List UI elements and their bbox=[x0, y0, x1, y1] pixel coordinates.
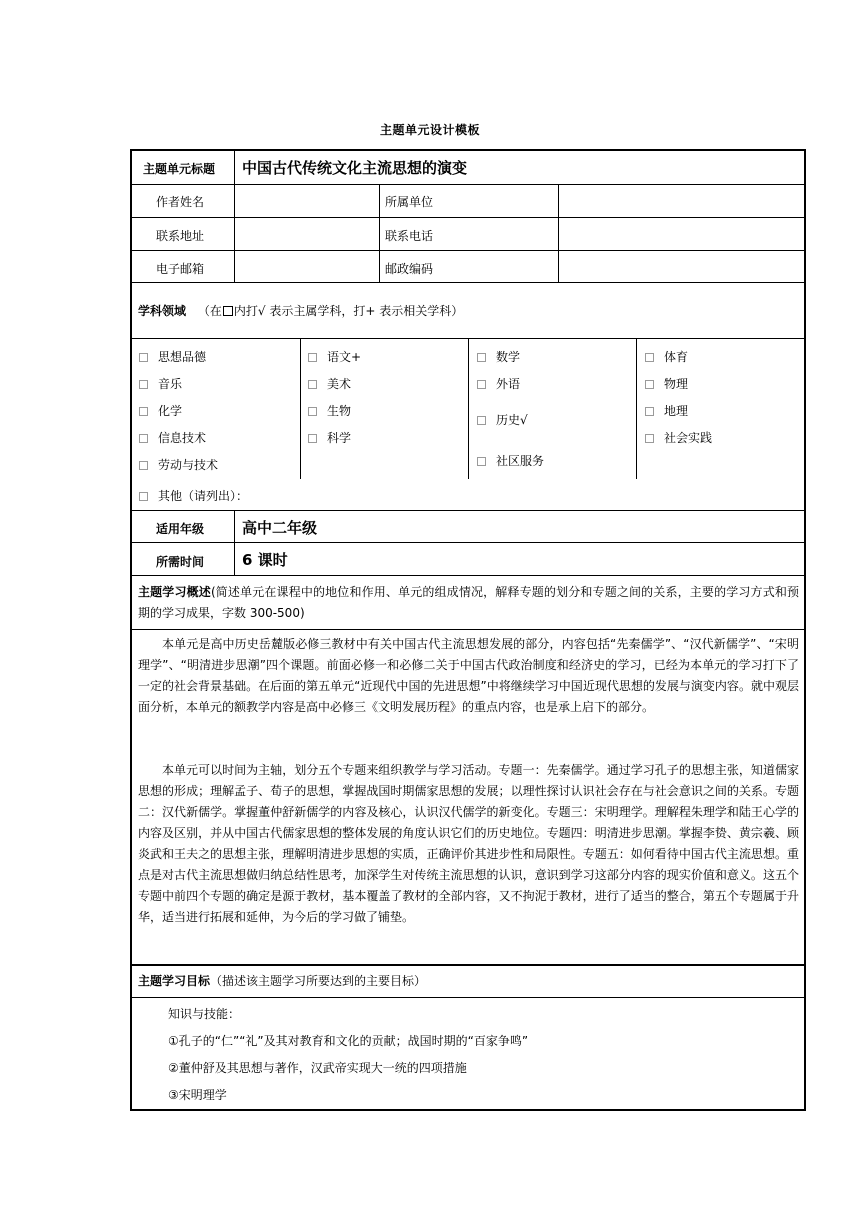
time-label: 所需时间 bbox=[156, 555, 205, 569]
checkbox-icon[interactable] bbox=[477, 380, 486, 389]
checkbox-icon[interactable] bbox=[308, 407, 317, 416]
checkbox-icon[interactable] bbox=[645, 353, 654, 362]
row-divider bbox=[130, 184, 806, 185]
unit-title-value: 中国古代传统文化主流思想的演变 bbox=[242, 159, 468, 177]
column-divider bbox=[379, 184, 380, 282]
overview-hint: (简述单元在课程中的地位和作用、单元的组成情况，解释专题的划分和专题之间的关系，主要的学习方式和预期的学习成果，字数 300-500) bbox=[138, 585, 799, 620]
checkbox-icon[interactable] bbox=[139, 461, 148, 470]
checkbox-icon[interactable] bbox=[645, 380, 654, 389]
row-divider bbox=[130, 282, 806, 283]
subject-item[interactable]: 劳动与技术 bbox=[139, 458, 218, 472]
author-label: 作者姓名 bbox=[156, 195, 205, 209]
objective-line: 知识与技能： bbox=[168, 1007, 241, 1021]
subject-item[interactable]: 化学 bbox=[139, 404, 182, 418]
objectives-hint: （描述该主题学习所要达到的主要目标） bbox=[210, 974, 427, 988]
subject-column-divider bbox=[300, 338, 301, 479]
subject-item[interactable]: 思想品德 bbox=[139, 350, 206, 364]
checkbox-icon[interactable] bbox=[308, 434, 317, 443]
checkbox-icon[interactable] bbox=[477, 353, 486, 362]
checkbox-icon[interactable] bbox=[139, 407, 148, 416]
time-value: 6 课时 bbox=[242, 551, 288, 569]
column-divider bbox=[234, 510, 235, 575]
row-divider bbox=[130, 629, 806, 630]
subject-item[interactable]: 体育 bbox=[645, 350, 688, 364]
row-divider bbox=[130, 542, 806, 543]
subject-item[interactable]: 音乐 bbox=[139, 377, 182, 391]
postal-label: 邮政编码 bbox=[385, 262, 434, 276]
subject-column-divider bbox=[468, 338, 469, 479]
row-divider bbox=[130, 510, 806, 511]
subject-item[interactable]: 美术 bbox=[308, 377, 351, 391]
phone-label: 联系电话 bbox=[385, 229, 434, 243]
row-divider bbox=[130, 575, 806, 576]
objectives-heading: 主题学习目标 bbox=[138, 974, 211, 988]
column-divider bbox=[558, 184, 559, 282]
subject-item[interactable]: 物理 bbox=[645, 377, 688, 391]
subject-item[interactable]: 外语 bbox=[477, 377, 520, 391]
address-label: 联系地址 bbox=[156, 229, 205, 243]
objective-line: ③宋明理学 bbox=[168, 1088, 227, 1102]
checkbox-icon[interactable] bbox=[139, 492, 148, 501]
subject-item[interactable]: 科学 bbox=[308, 431, 351, 445]
checkbox-icon[interactable] bbox=[645, 407, 654, 416]
subject-item[interactable]: 地理 bbox=[645, 404, 688, 418]
overview-heading: 主题学习概述 bbox=[138, 585, 211, 599]
subject-item[interactable]: 生物 bbox=[308, 404, 351, 418]
document-title: 主题单元设计模板 bbox=[379, 123, 480, 137]
subject-heading: 学科领域 bbox=[138, 304, 187, 318]
checkbox-icon[interactable] bbox=[477, 457, 486, 466]
org-label: 所属单位 bbox=[385, 195, 434, 209]
subject-column-divider bbox=[636, 338, 637, 479]
checkbox-icon[interactable] bbox=[139, 353, 148, 362]
checkbox-icon[interactable] bbox=[308, 380, 317, 389]
checkbox-sample-icon bbox=[223, 306, 233, 316]
subject-heading-line bbox=[138, 304, 463, 318]
grade-label: 适用年级 bbox=[156, 522, 205, 536]
subject-item[interactable]: 语文+ bbox=[308, 350, 361, 364]
subject-item[interactable]: 历史√ bbox=[477, 413, 528, 427]
checkbox-icon[interactable] bbox=[645, 434, 654, 443]
checkbox-icon[interactable] bbox=[139, 380, 148, 389]
row-divider bbox=[130, 964, 806, 966]
subject-item[interactable]: 社会实践 bbox=[645, 431, 712, 445]
objective-line: ①孔子的“仁”“礼”及其对教育和文化的贡献；战国时期的“百家争鸣” bbox=[168, 1034, 529, 1048]
subject-item[interactable]: 信息技术 bbox=[139, 431, 206, 445]
checkbox-icon[interactable] bbox=[477, 416, 486, 425]
email-label: 电子邮箱 bbox=[156, 262, 205, 276]
overview-heading-block bbox=[138, 582, 799, 624]
checkbox-icon[interactable] bbox=[308, 353, 317, 362]
checkbox-icon[interactable] bbox=[139, 434, 148, 443]
row-divider bbox=[130, 217, 806, 218]
row-divider bbox=[130, 250, 806, 251]
subject-item[interactable]: 数学 bbox=[477, 350, 520, 364]
grade-value: 高中二年级 bbox=[242, 519, 318, 537]
objective-line: ②董仲舒及其思想与著作，汉武帝实现大一统的四项措施 bbox=[168, 1061, 467, 1075]
overview-paragraph-2: 本单元可以时间为主轴，划分五个专题来组织教学与学习活动。专题一：先秦儒学。通过学习孔子的思想主张，知道儒家思想的形成；理解孟子、荀子的思想，掌握战国时期儒家思想的发展；以理性探讨认识社会存在与社会意识之间的关系。专题二：汉代新儒学。掌握董仲舒新儒学的内容及核心，认识汉代儒学的新变化。专题三：宋明理学。理解程朱理学和陆王心学的内容及区别，并从中国古代儒家思想的整体发展的角度认识它们的历史地位。专题四：明清进步思潮。掌握李贽、黄宗羲、顾炎武和王夫之的思想主张，理解明清进步思想的实质，正确评价其进步性和局限性。专题五：如何看待中国古代主流思想。重点是对古代主流思想做归纳总结性思考，加深学生对传统主流思想的认识，意识到学习这部分内容的现实价值和意义。这五个专题中前四个专题的确定是源于教材，基本覆盖了教材的全部内容，又不拘泥于教材，进行了适当的整合，第五个专题属于升华，适当进行拓展和延伸，为今后的学习做了铺垫。 bbox=[138, 763, 799, 924]
subject-instruction-post: 内打√ 表示主属学科，打+ 表示相关学科） bbox=[233, 304, 464, 318]
objectives-heading-line bbox=[138, 974, 426, 988]
column-divider bbox=[234, 150, 235, 282]
unit-title-label: 主题单元标题 bbox=[143, 162, 216, 176]
subject-instruction-pre: （在 bbox=[197, 304, 222, 318]
row-divider bbox=[130, 997, 806, 998]
overview-paragraph-1: 本单元是高中历史岳麓版必修三教材中有关中国古代主流思想发展的部分，内容包括“先秦儒学”、“汉代新儒学”、“宋明理学”、“明清进步思潮”四个课题。前面必修一和必修二关于中国古代政治制度和经济史的学习，已经为本单元的学习打下了一定的社会背景基础。在后面的第五单元“近现代中国的先进思想”中将继续学习中国近现代思想的发展与演变内容。就中观层面分析，本单元的额教学内容是高中必修三《文明发展历程》的重点内容，也是承上启下的部分。 bbox=[138, 637, 799, 714]
template-table bbox=[130, 149, 806, 1111]
subject-item-other[interactable]: 其他（请列出）： bbox=[139, 489, 248, 503]
subject-item[interactable]: 社区服务 bbox=[477, 454, 544, 468]
